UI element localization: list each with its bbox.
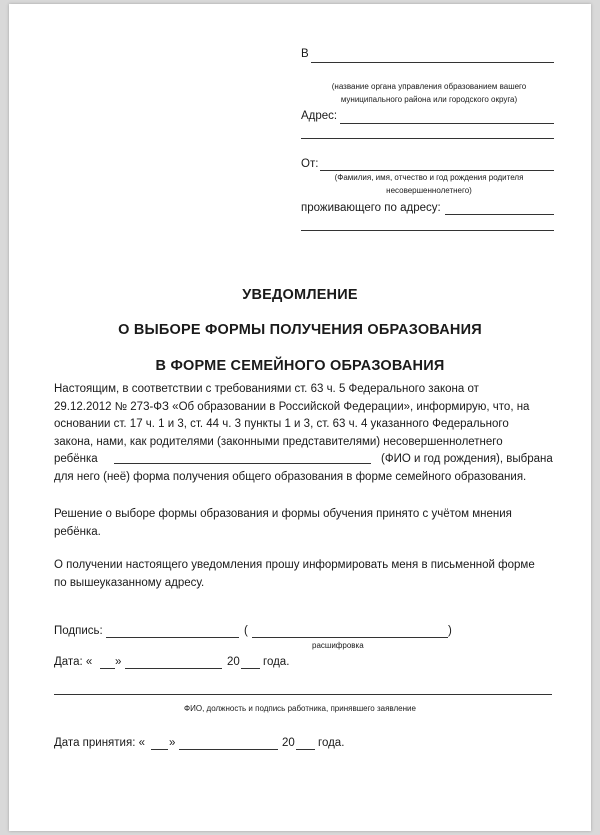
date-close-quote: » [115,656,122,668]
paragraph-line: 29.12.2012 № 273-ФЗ «Об образовании в Российской Федерации», информирую, что, на [54,400,530,413]
to-caption-line1: (название органа управления образованием вашего [331,82,527,91]
decode-line [252,637,448,638]
accept-month-line [179,749,278,750]
to-line [311,62,554,63]
paragraph-decision [54,506,549,541]
date-year-line [241,668,260,669]
from-caption-line1: (Фамилия, имя, отчество и год рождения родителя [334,173,524,182]
residing-label: проживающего по адресу: [301,202,441,214]
paragraph-line: Решение о выборе формы образования и формы обучения принято с учётом мнения [54,508,512,520]
accept-year-prefix: 20 [282,737,295,749]
child-label: ребёнка [54,453,98,465]
title-line3: В ФОРМЕ СЕМЕЙНОГО ОБРАЗОВАНИЯ [155,358,445,374]
from-caption [299,171,559,197]
paragraph-line: для него (неё) форма получения общего образования в форме семейного образования. [54,470,527,483]
accept-year-suffix: года. [318,737,345,749]
signature-line [106,637,239,638]
from-label: От: [301,158,319,170]
date-label: Дата: « [54,656,93,668]
paragraph-line: Настоящим, в соответствии с требованиями ст. 63 ч. 5 Федерального закона от [54,383,479,395]
child-name-line [114,463,371,464]
residing-line-2 [301,230,554,231]
accept-year-line [296,749,315,750]
date-day-line [100,668,115,669]
employee-caption: ФИО, должность и подпись работника, принявшего заявление [184,704,416,713]
employee-line [54,694,552,695]
accept-date-label: Дата принятия: « [54,737,145,749]
paragraph-line: закона, нами, как родителями (законными представителями) несовершеннолетнего [54,435,503,448]
signature-close-paren: ) [448,625,452,637]
accept-date-close-quote: » [169,737,176,749]
date-year-prefix: 20 [227,656,240,668]
decode-caption: расшифровка [312,641,364,650]
to-caption-line2: муниципального района или городского округа) [340,95,518,104]
residing-line-1 [445,214,554,215]
from-caption-line2: несовершеннолетнего) [386,186,472,195]
address-line-1 [340,123,554,124]
accept-day-line [151,749,168,750]
paragraph-line-child [54,451,553,469]
paragraph-line: О получении настоящего уведомления прошу информировать меня в письменной форме [54,559,535,571]
paragraph-notice [54,381,553,486]
document-page [9,4,591,831]
paragraph-line: ребёнка. [54,525,101,538]
to-label: В [301,48,309,60]
signature-label: Подпись: [54,625,103,637]
title-line1: УВЕДОМЛЕНИЕ [242,287,358,303]
address-label: Адрес: [301,110,338,122]
signature-open-paren: ( [244,625,248,637]
paragraph-line: основании ст. 17 ч. 1 и 3, ст. 44 ч. 3 пункты 1 и 3, ст. 63 ч. 4 указанного Федерального [54,418,509,430]
date-year-suffix: года. [263,656,290,668]
paragraph-request [54,557,549,592]
child-caption: (ФИО и год рождения), выбрана [381,453,553,465]
to-caption [299,80,559,106]
date-month-line [125,668,222,669]
paragraph-line: по вышеуказанному адресу. [54,576,205,589]
title-line2: О ВЫБОРЕ ФОРМЫ ПОЛУЧЕНИЯ ОБРАЗОВАНИЯ [118,322,482,338]
address-line-2 [301,138,554,139]
